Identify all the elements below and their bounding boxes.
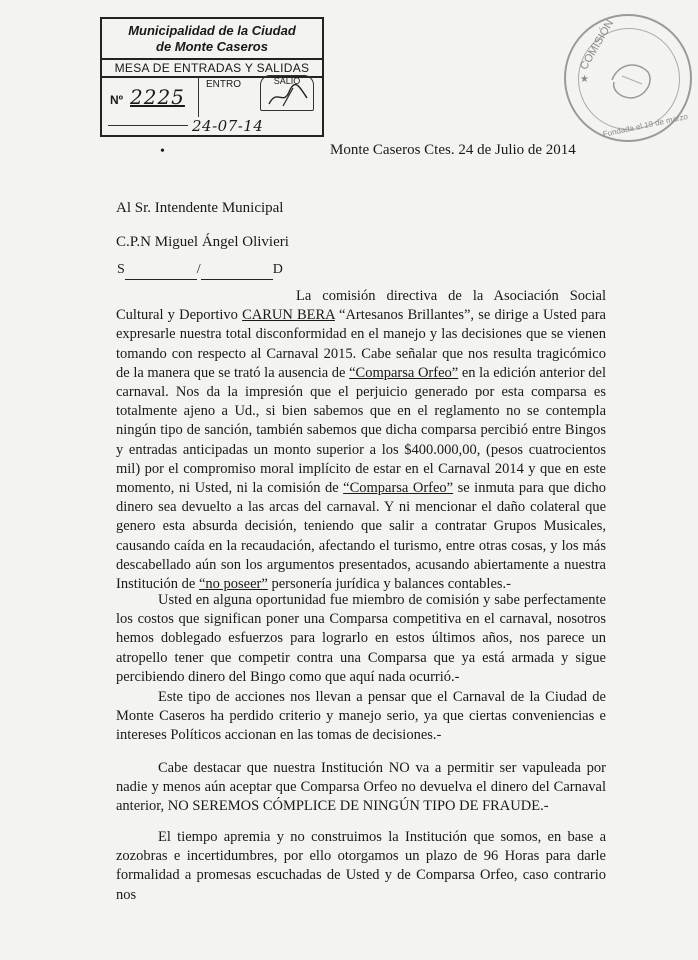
seal-center-mark (602, 50, 662, 110)
recipient-line-2: C.P.N Miguel Ángel Olivieri (116, 234, 289, 250)
p5-text: El tiempo apremia y no construimos la Institución que somos, en base a zozobras e incertidumbres, por ello otorgamos un plazo de 96 Horas para darle formalidad a promesas escuchadas de Usted y de Comparsa Orfeo, caso contrario nos (116, 829, 606, 903)
institution-seal (564, 14, 692, 142)
paragraph-3 (116, 688, 606, 746)
stamp-divider (198, 77, 199, 117)
paragraph-2 (116, 591, 606, 687)
stamp-number-label: Nº (110, 93, 124, 107)
p1-carun-bera: CARUN BERA (242, 307, 335, 324)
seal-top-text: COMISIÓN (578, 17, 617, 72)
reception-stamp (100, 17, 324, 137)
stamp-municipality (102, 23, 322, 55)
p1-text-c: en la edición anterior del carnaval. Nos da la impresión que el perjuicio generado por esta comparsa es totalmente ajeno a Ud., si bien sabemos que en el reglamento no se contempla ningún tipo de sanción, también sabemos que dicha comparsa percibió entre Bingos y entradas anticipadas un monto superior a los $400.000,00, (pesos cuatrocientos mil) por el compromiso moral implícito de estar en el Carnaval 2014 y que en este momento, ni Usted, ni la comisión de (116, 364, 606, 497)
salutation-sd (117, 260, 283, 280)
paragraph-5 (116, 828, 606, 905)
stamp-salio-label: SALIO (273, 76, 301, 86)
p1-comparsa-orfeo-1: “Comparsa Orfeo” (349, 364, 459, 381)
stamp-entro-label: ENTRO (206, 79, 241, 90)
stamp-mesa: MESA DE ENTRADAS Y SALIDAS (102, 58, 322, 78)
stamp-line-2: de Monte Caseros (156, 39, 268, 54)
sd-s: S (117, 262, 125, 277)
recipient-line-1: Al Sr. Intendente Municipal (116, 200, 284, 216)
sd-d: D (272, 262, 283, 277)
paragraph-1 (116, 287, 606, 594)
p3-text: Este tipo de acciones nos llevan a pensar que el Carnaval de la Ciudad de Monte Caseros ha perdido criterio y manejo serio, ya que ciertas conveniencias e intereses Políticos accionan en las tomas de decisiones.- (116, 689, 606, 744)
sd-slash: / (196, 262, 201, 277)
paragraph-4 (116, 759, 606, 817)
stamp-underline (108, 125, 188, 126)
stamp-date-value: 24-07-14 (192, 117, 264, 135)
seal-star-icon: ★ (580, 74, 589, 85)
stamp-line-1: Municipalidad de la Ciudad (128, 23, 296, 38)
stamp-salio-box (260, 75, 314, 111)
tick-mark: • (160, 144, 165, 159)
p1-comparsa-orfeo-2: “Comparsa Orfeo” (343, 480, 454, 497)
p2-text: Usted en alguna oportunidad fue miembro de comisión y sabe perfectamente los costos que significan poner una Comparsa competitiva en el carnaval, nosotros hemos doblegado esfuerzos para lograrlo en estos últimos años, nos parece un atropello tener que competir contra una Comparsa que ya está armada y sigue percibiendo dinero del Bingo como que aquí nada ocurrió.- (116, 592, 606, 685)
stamp-fields (102, 77, 322, 137)
p1-no-poseer: “no poseer” (198, 576, 268, 593)
place-date: Monte Caseros Ctes. 24 de Julio de 2014 (330, 142, 576, 158)
seal-bottom-text: Fundada el 19 de marzo (602, 111, 689, 139)
p1-text-e: personería jurídica y balances contables.- (267, 576, 511, 593)
p1-text-a: La comisión directiva de la Asociación Social Cultural y Deportivo (116, 288, 606, 324)
p1-text-d: se inmuta para que dicho dinero sea devuelto a las arcas del carnaval. Y ni mencionar el daño colateral que genero esta absurda decisión, teniendo que salir a contratar Grupos Musicales, causando caída en la recaudación, afectando el turismo, entre otras cosas, y los más descabellado aún son los argumentos presentados, acusando abiertamente a nuestra Institución de (116, 480, 606, 593)
signature-scribble (263, 84, 311, 108)
p4-text: Cabe destacar que nuestra Institución NO va a permitir ser vapuleada por nadie y menos aún aceptar que Comparsa Orfeo no devuelva el dinero del Carnaval anterior, NO SEREMOS CÓMPLICE DE NINGÚN TIPO DE FRAUDE.- (116, 760, 606, 815)
p1-text-b: “Artesanos Brillantes”, se dirige a Usted para expresarle nuestra total disconformidad en el manejo y las decisiones que se vienen tomando con respecto al Carnaval 2015. Cabe señalar que nos resulta tragicómico de la manera que se trató la ausencia de (116, 307, 606, 381)
stamp-number-value: 2225 (130, 85, 185, 109)
